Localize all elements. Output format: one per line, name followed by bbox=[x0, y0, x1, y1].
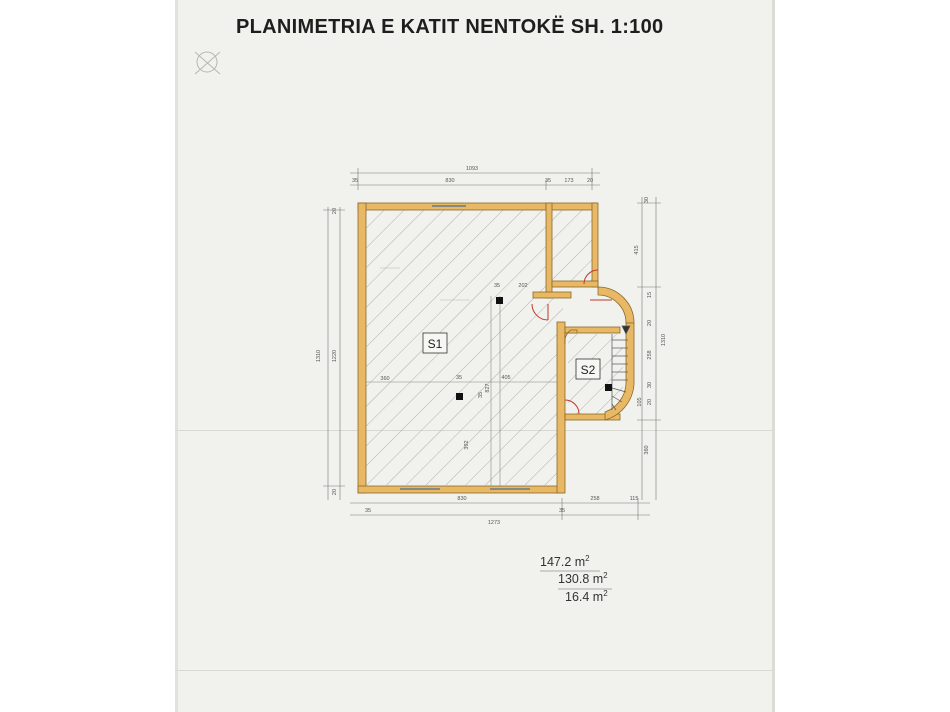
svg-text:35: 35 bbox=[364, 508, 372, 514]
plan-title: PLANIMETRIA E KATIT NENTOKË SH. 1:100 bbox=[236, 16, 664, 38]
svg-text:173: 173 bbox=[564, 178, 574, 184]
svg-text:827: 827 bbox=[485, 383, 491, 393]
svg-text:35: 35 bbox=[351, 178, 359, 184]
svg-text:830: 830 bbox=[457, 496, 467, 502]
svg-text:20: 20 bbox=[647, 398, 653, 406]
svg-text:1310: 1310 bbox=[661, 333, 667, 347]
svg-text:S1: S1 bbox=[427, 337, 443, 351]
svg-text:360: 360 bbox=[380, 376, 390, 382]
svg-text:30: 30 bbox=[647, 381, 653, 389]
summary-value-soc-ekonomike: 130.8 $m^2$ bbox=[558, 571, 608, 587]
svg-text:405: 405 bbox=[501, 375, 511, 381]
svg-text:35: 35 bbox=[493, 283, 501, 289]
svg-text:202: 202 bbox=[518, 283, 528, 289]
summary-value-ndertim: 147.2 $m^2$ bbox=[540, 554, 590, 570]
svg-text:360: 360 bbox=[644, 445, 650, 455]
svg-text:105: 105 bbox=[637, 397, 643, 407]
svg-text:20: 20 bbox=[332, 207, 338, 215]
svg-text:15: 15 bbox=[647, 291, 653, 299]
svg-text:35: 35 bbox=[478, 391, 484, 399]
svg-text:1220: 1220 bbox=[332, 349, 338, 363]
svg-text:30: 30 bbox=[644, 196, 650, 204]
svg-text:1093: 1093 bbox=[465, 166, 479, 172]
svg-text:35: 35 bbox=[558, 508, 566, 514]
svg-text:S2: S2 bbox=[580, 363, 596, 377]
svg-text:20: 20 bbox=[586, 178, 594, 184]
svg-text:1310: 1310 bbox=[316, 349, 322, 363]
svg-text:115: 115 bbox=[629, 496, 639, 502]
svg-text:20: 20 bbox=[647, 319, 653, 327]
summary-value-banimi: 16.4 $m^2$ bbox=[565, 589, 608, 605]
svg-text:35: 35 bbox=[544, 178, 552, 184]
svg-text:258: 258 bbox=[590, 496, 600, 502]
svg-text:258: 258 bbox=[647, 350, 653, 360]
svg-text:415: 415 bbox=[634, 245, 640, 255]
svg-text:392: 392 bbox=[464, 440, 470, 450]
svg-text:20: 20 bbox=[332, 488, 338, 496]
svg-text:830: 830 bbox=[445, 178, 455, 184]
svg-text:35: 35 bbox=[455, 375, 463, 381]
svg-text:1273: 1273 bbox=[487, 520, 501, 526]
